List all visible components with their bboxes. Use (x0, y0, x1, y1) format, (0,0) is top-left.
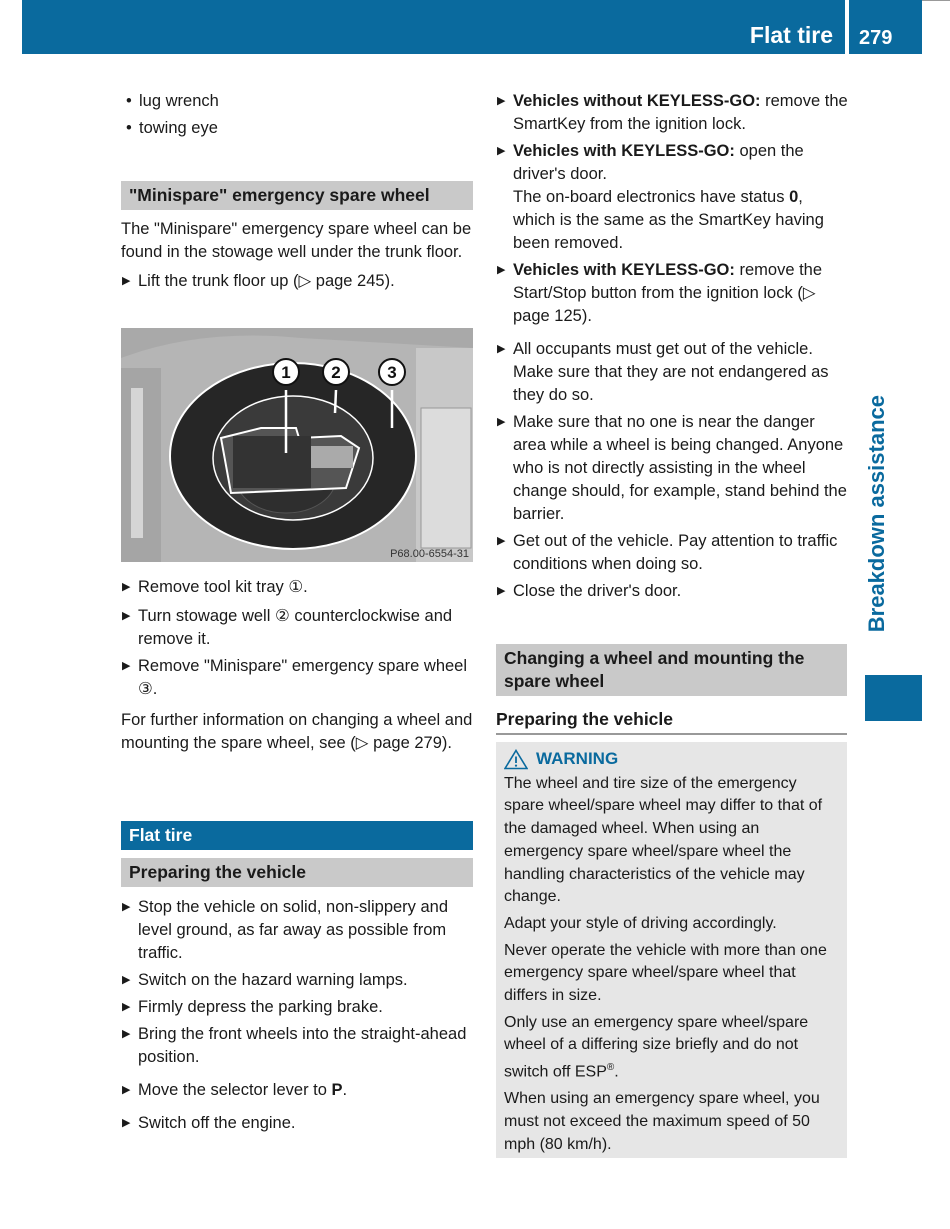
step-text: Bring the front wheels into the straight-ahead position. (138, 1025, 467, 1066)
step-condition: Vehicles with KEYLESS-GO: (513, 142, 735, 160)
step-item (496, 259, 848, 328)
step-item (121, 996, 473, 1019)
arrow-icon: ▶ (497, 535, 506, 547)
step-note-end: , which is the same as the SmartKey having been removed. (513, 188, 824, 252)
chapter-title: Flat tire (749, 22, 833, 48)
arrow-icon: ▶ (122, 901, 131, 913)
svg-text:3: 3 (387, 363, 397, 382)
list-item: • lug wrench (121, 90, 473, 117)
step-item (496, 90, 848, 136)
warning-paragraph (504, 1012, 839, 1084)
warning-box (496, 742, 847, 1158)
warning-esp-end: . (614, 1063, 619, 1081)
minispare-paragraph: The "Minispare" emergency spare wheel can be found in the stowage well under the trunk floor. (121, 220, 472, 261)
chapter-header (22, 0, 845, 54)
top-rule (922, 0, 950, 1)
flat-tire-heading: Flat tire (121, 821, 473, 850)
warning-paragraph: The wheel and tire size of the emergency spare wheel/spare wheel may differ to that of the damaged wheel. When using an emergency spare wheel/spare wheel the handling characteristics of the vehicle may change. (504, 774, 823, 906)
step-text: Make sure that no one is near the danger area while a wheel is being changed. Anyone who is not directly assisting in the wheel change should, for example, stand behind the barrier. (513, 413, 847, 523)
step-text: Move the selector lever to (138, 1081, 332, 1099)
step-item (121, 1112, 473, 1135)
page-number-box (849, 0, 922, 54)
svg-text:2: 2 (331, 363, 341, 382)
step-item (121, 655, 473, 701)
side-tab-marker (865, 675, 922, 721)
warning-paragraph: Never operate the vehicle with more than one emergency spare wheel/spare wheel that differs in size. (504, 941, 827, 1005)
status-value: 0 (789, 188, 799, 206)
step-note: The on-board electronics have status (513, 188, 790, 206)
step-item (496, 580, 848, 603)
step-text: Get out of the vehicle. Pay attention to traffic conditions when doing so. (513, 532, 838, 573)
step-item (121, 576, 473, 599)
step-item (121, 969, 473, 992)
keyless-steps (496, 90, 848, 607)
warning-esp-text: Only use an emergency spare wheel/spare wheel of a differing size briefly and do not switch off ESP (504, 1013, 809, 1081)
arrow-icon: ▶ (122, 1117, 131, 1129)
warning-header (504, 748, 839, 771)
step-condition: Vehicles without KEYLESS-GO: (513, 92, 761, 110)
changing-wheel-heading: Changing a wheel and mounting the spare wheel (496, 644, 847, 696)
preparing-heading: Preparing the vehicle (121, 858, 473, 887)
warning-paragraph: Adapt your style of driving accordingly. (504, 914, 777, 932)
step-text: remove the Start/Stop button from the ignition lock (▷ page 125). (513, 261, 823, 325)
preparing-subheading: Preparing the vehicle (496, 708, 847, 735)
selector-position: P (331, 1081, 343, 1099)
warning-triangle-icon (504, 749, 528, 770)
side-tab-label: Breakdown assistance (864, 395, 889, 633)
arrow-icon: ▶ (497, 343, 506, 355)
arrow-icon: ▶ (497, 585, 506, 597)
arrow-icon: ▶ (122, 581, 131, 593)
step-item (121, 605, 473, 651)
step-text: Switch on the hazard warning lamps. (138, 971, 408, 989)
step-text: All occupants must get out of the vehicle. Make sure that they are not endangered as they do so. (513, 340, 829, 404)
minispare-heading: "Minispare" emergency spare wheel (121, 181, 473, 210)
side-tab (862, 395, 892, 665)
step-item (496, 140, 848, 255)
warning-title: WARNING (536, 749, 619, 768)
step-text: Remove "Minispare" emergency spare wheel ③. (138, 657, 468, 698)
preparing-steps (121, 896, 473, 1139)
spare-removal-steps (121, 576, 473, 761)
registered-mark: ® (606, 1062, 615, 1074)
tool-list (121, 90, 473, 144)
step-condition: Vehicles with KEYLESS-GO: (513, 261, 735, 279)
arrow-icon: ▶ (122, 974, 131, 986)
arrow-icon: ▶ (122, 1084, 131, 1096)
arrow-icon: ▶ (497, 416, 506, 428)
step-item (121, 896, 473, 965)
callout-2 (323, 359, 349, 385)
step-item (121, 1023, 473, 1069)
arrow-icon: ▶ (122, 275, 131, 287)
minispare-section (121, 218, 473, 297)
callout-1 (273, 359, 299, 385)
spare-wheel-illustration (121, 328, 473, 562)
arrow-icon: ▶ (122, 660, 131, 672)
step-text: Close the driver's door. (513, 582, 682, 600)
svg-text:1: 1 (281, 363, 291, 382)
step-text: Stop the vehicle on solid, non-slippery and level ground, as far away as possible from traffic. (138, 898, 449, 962)
list-item: • towing eye (121, 117, 473, 144)
step-text: remove the SmartKey from the ignition lock. (513, 92, 848, 133)
callout-3 (379, 359, 405, 385)
step-item (121, 270, 473, 293)
step-item (121, 1079, 473, 1102)
page-number: 279 (859, 27, 893, 49)
arrow-icon: ▶ (497, 264, 506, 276)
step-item (496, 530, 848, 576)
arrow-icon: ▶ (497, 95, 506, 107)
spare-wheel-figure (121, 328, 473, 562)
step-text: Switch off the engine. (138, 1114, 296, 1132)
arrow-icon: ▶ (122, 1028, 131, 1040)
figure-code: P68.00-6554-31 (390, 548, 469, 560)
arrow-icon: ▶ (497, 145, 506, 157)
step-text: open the driver's door. (513, 142, 804, 183)
warning-paragraph: When using an emergency spare wheel, you must not exceed the maximum speed of 50 mph (80 km/h). (504, 1090, 820, 1153)
step-item (496, 411, 848, 526)
arrow-icon: ▶ (122, 610, 131, 622)
step-text-end: . (342, 1081, 348, 1099)
step-text: Remove tool kit tray ①. (138, 578, 308, 596)
step-text: Turn stowage well ② counterclockwise and remove it. (138, 607, 453, 648)
arrow-icon: ▶ (122, 1001, 131, 1013)
further-info: For further information on changing a wheel and mounting the spare wheel, see (▷ page 279). (121, 711, 473, 752)
step-text: Lift the trunk floor up (▷ page 245). (138, 272, 395, 290)
step-text: Firmly depress the parking brake. (138, 998, 383, 1016)
step-item (496, 338, 848, 407)
